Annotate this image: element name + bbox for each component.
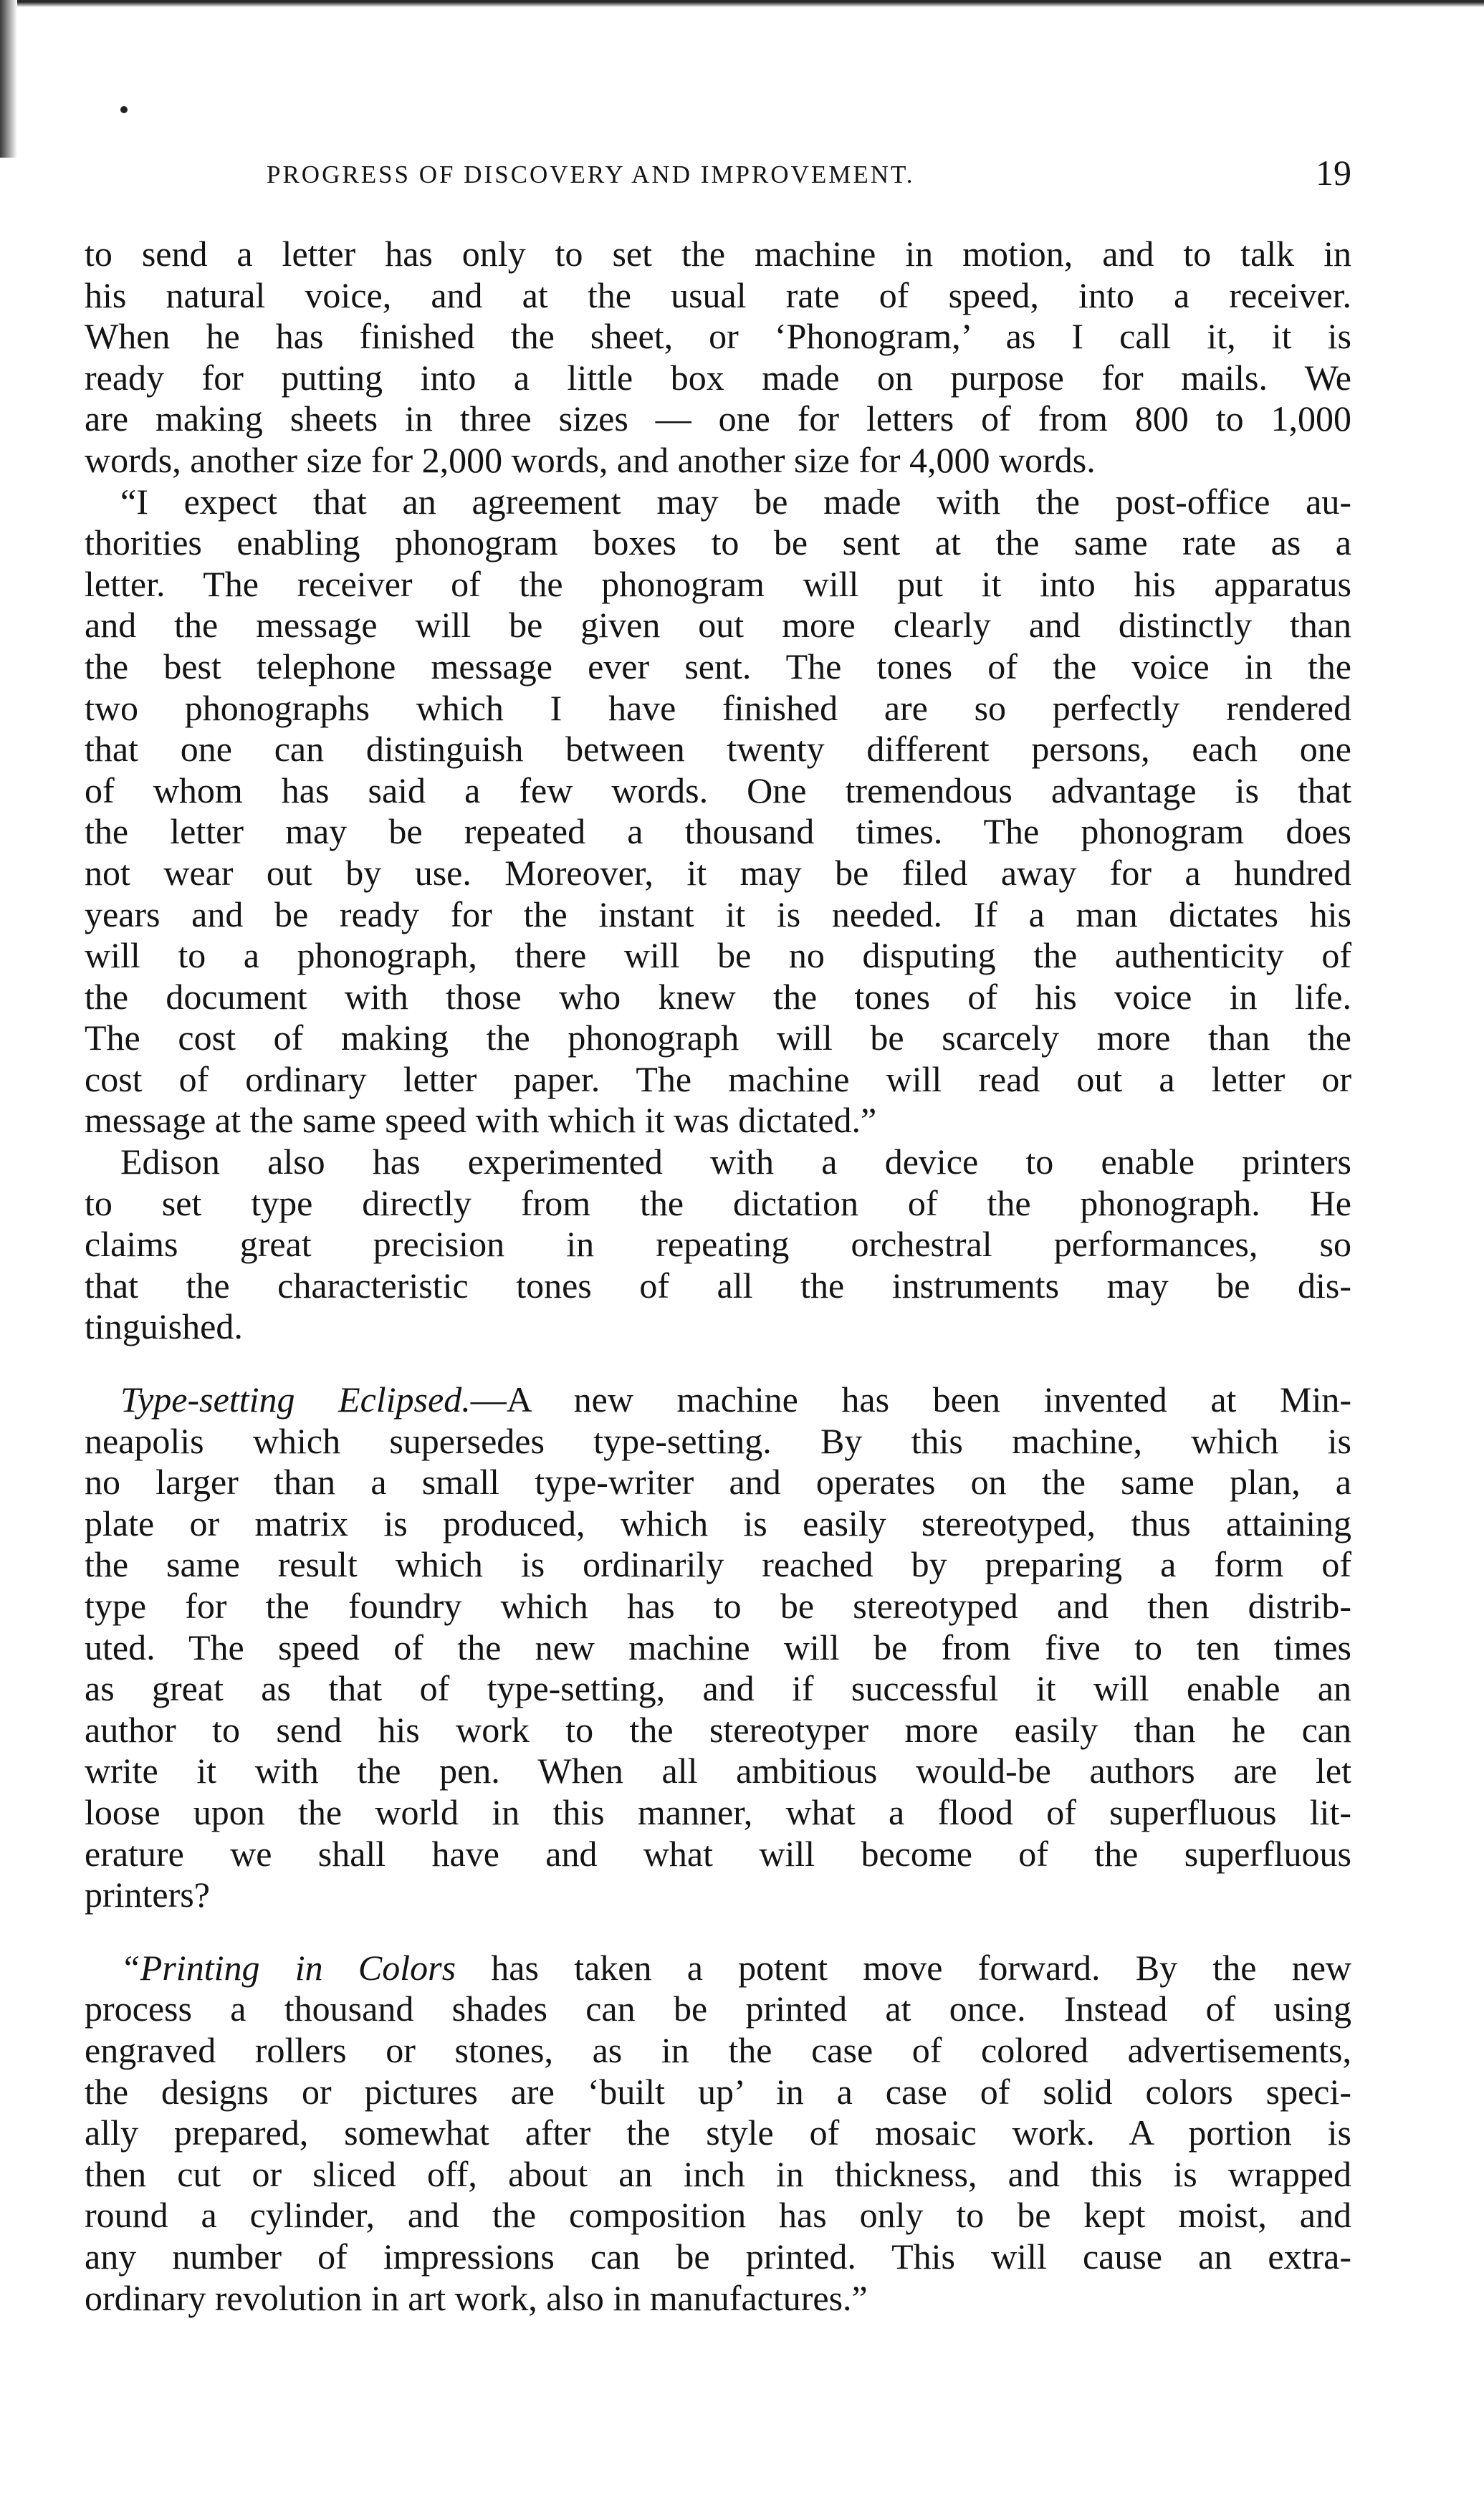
text-line: the letter may be repeated a thousand times. The phonogram does — [85, 811, 1351, 852]
text-line: that the characteristic tones of all the instruments may be dis- — [85, 1265, 1351, 1306]
text-line: printers? — [85, 1875, 210, 1915]
ink-speck — [120, 106, 128, 113]
text-line — [85, 1948, 1351, 1989]
text-line: loose upon the world in this manner, what a flood of superfluous lit- — [85, 1791, 1351, 1832]
text-line: the best telephone message ever sent. The tones of the voice in the — [85, 646, 1351, 686]
page-header — [267, 146, 1351, 196]
text-line: “I expect that an agreement may be made with the post-office au- — [120, 481, 1351, 522]
text-line: and the message will be given out more clearly and distinctly than — [85, 605, 1351, 646]
text-line: years and be ready for the instant it is needed. If a man dictates his — [85, 894, 1351, 934]
text-line: the document with those who knew the tones of his voice in life. — [85, 976, 1351, 1017]
text-line — [85, 1379, 1351, 1421]
text-line: words, another size for 2,000 words, and another size for 4,000 words. — [85, 439, 1096, 480]
text-line: are making sheets in three sizes — one for letters of from 800 to 1,000 — [85, 398, 1351, 439]
text-line: will to a phonograph, there will be no disputing the authenticity of — [85, 935, 1351, 976]
text-line: author to send his work to the stereotyper more easily than he can — [85, 1709, 1351, 1750]
text-line: thorities enabling phonogram boxes to be sent at the same rate as a — [85, 522, 1351, 563]
text-line: as great as that of type-setting, and if successful it will enable an — [85, 1668, 1351, 1709]
text-line: claims great precision in repeating orchestral performances, so — [85, 1224, 1351, 1265]
text-line: letter. The receiver of the phonogram will put it into his apparatus — [85, 563, 1351, 604]
text-line: tinguished. — [85, 1306, 243, 1347]
scan-edge-top — [0, 0, 1484, 7]
text-line: any number of impressions can be printed. This will cause an extra- — [85, 2236, 1351, 2277]
text-line: Edison also has experimented with a device to enable printers — [120, 1141, 1351, 1182]
text-line: his natural voice, and at the usual rate of speed, into a receiver. — [85, 274, 1351, 315]
paragraph-post-office — [85, 482, 1351, 1142]
text-line: type for the foundry which has to be stereotyped and then distrib- — [85, 1586, 1351, 1626]
paragraph-edison-type — [85, 1141, 1351, 1348]
text-line: ally prepared, somewhat after the style of mosaic work. A portion is — [85, 2112, 1351, 2153]
text-line: no larger than a small type-writer and operates on the same plan, a — [85, 1462, 1351, 1503]
text-line: uted. The speed of the new machine will be from five to ten times — [85, 1627, 1351, 1667]
text-line: engraved rollers or stones, as in the case of colored advertisements, — [85, 2029, 1351, 2070]
text-line: the designs or pictures are ‘built up’ in a case of solid colors speci- — [85, 2071, 1351, 2112]
text-line: erature we shall have and what will become of the superfluous — [85, 1833, 1351, 1874]
text-line: message at the same speed with which it was dictated.” — [85, 1100, 877, 1141]
text-line: the same result which is ordinarily reached by preparing a form of — [85, 1544, 1351, 1585]
text-line: round a cylinder, and the composition has only to be kept moist, and — [85, 2195, 1351, 2236]
scan-edge-left — [0, 0, 17, 158]
text-line: The cost of making the phonograph will be scarcely more than the — [85, 1018, 1351, 1058]
text-line: of whom has said a few words. One tremendous advantage is that — [85, 770, 1351, 810]
paragraph-phonogram-letter — [85, 234, 1351, 482]
text-line: cost of ordinary letter paper. The machine will read out a letter or — [85, 1058, 1351, 1099]
text-line: that one can distinguish between twenty different persons, each one — [85, 729, 1351, 770]
running-head: PROGRESS OF DISCOVERY AND IMPROVEMENT. — [267, 161, 915, 188]
text-line: two phonographs which I have finished are so perfectly rendered — [85, 687, 1351, 728]
body-text — [85, 234, 1351, 2319]
text-line: write it with the pen. When all ambitious would-be authors are let — [85, 1751, 1351, 1791]
text-line: process a thousand shades can be printed at once. Instead of using — [85, 1988, 1351, 2029]
page-number: 19 — [1316, 153, 1351, 193]
text-line: plate or matrix is produced, which is easily stereotyped, thus attaining — [85, 1503, 1351, 1543]
text-line: ordinary revolution in art work, also in manufactures.” — [85, 2277, 868, 2318]
paragraph-printing-in-colors — [85, 1948, 1351, 2319]
paragraph-type-setting-eclipsed — [85, 1379, 1351, 1916]
text-line: When he has finished the sheet, or ‘Phonogram,’ as I call it, it is — [85, 316, 1351, 357]
text-run: —A new machine has been invented at Min- — [470, 1379, 1351, 1420]
text-run: has taken a potent move forward. By the new — [456, 1947, 1352, 1988]
text-line: to set type directly from the dictation of the phonograph. He — [85, 1182, 1351, 1223]
section-title: Type-setting Eclipsed. — [120, 1379, 471, 1420]
text-line: then cut or sliced off, about an inch in thickness, and this is wrapped — [85, 2153, 1351, 2194]
text-line: not wear out by use. Moreover, it may be filed away for a hundred — [85, 852, 1351, 893]
text-line: neapolis which supersedes type-setting. By this machine, which is — [85, 1420, 1351, 1461]
text-line: to send a letter has only to set the machine in motion, and to talk in — [85, 234, 1351, 274]
text-line: ready for putting into a little box made on purpose for mails. We — [85, 357, 1351, 398]
section-title: “Printing in Colors — [120, 1947, 456, 1988]
